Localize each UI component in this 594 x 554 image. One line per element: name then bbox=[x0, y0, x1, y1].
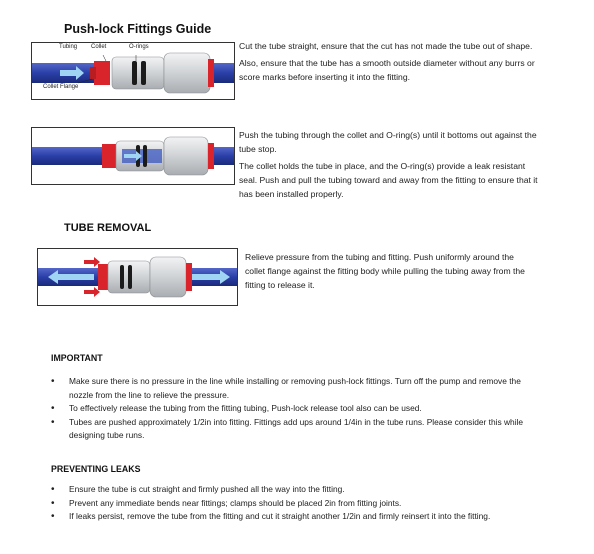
oring-shape bbox=[120, 265, 124, 289]
step2-paragraph-1: Push the tubing through the collet and O-ring(s) until it bottoms out against the tube stop. bbox=[239, 130, 537, 154]
step1-paragraph-1: Cut the tube straight, ensure that the cut has not made the tube out of shape. bbox=[239, 41, 533, 51]
oring-shape bbox=[128, 265, 132, 289]
leaks-list bbox=[51, 483, 541, 524]
label-orings: O-rings bbox=[129, 44, 149, 50]
fitting-body bbox=[164, 137, 208, 175]
push-arrow bbox=[84, 287, 100, 297]
label-tubing: Tubing bbox=[59, 44, 78, 50]
push-arrow bbox=[84, 257, 100, 267]
important-list bbox=[51, 375, 541, 443]
collet-shape bbox=[98, 264, 108, 290]
collet-shape bbox=[102, 144, 116, 168]
list-item: • To effectively release the tubing from the fitting tubing, Push-lock release tool also can be used. bbox=[51, 402, 541, 416]
removal-text-block bbox=[245, 250, 535, 292]
list-item: • Tubes are pushed approximately 1/2in into fitting. Fittings add ups around 1/4in in the tube runs. Please consider this while designing tube runs. bbox=[51, 416, 541, 443]
page-title: Push-lock Fittings Guide bbox=[64, 22, 212, 36]
fitting-body bbox=[150, 257, 186, 297]
oring-shape bbox=[132, 61, 137, 85]
collet-ring bbox=[208, 59, 214, 87]
fitting-body bbox=[164, 53, 210, 93]
installed-diagram bbox=[31, 127, 235, 185]
label-collet: Collet bbox=[91, 44, 107, 50]
list-item: • Prevent any immediate bends near fittings; clamps should be placed 2in from fitting joints. bbox=[51, 497, 541, 511]
list-item: • If leaks persist, remove the tube from the fitting and cut it straight another 1/2in and firmly reinsert it into the fitting. bbox=[51, 510, 541, 524]
collet-ring bbox=[208, 143, 214, 169]
insertion-diagram bbox=[31, 42, 235, 100]
fitting-body bbox=[112, 57, 164, 89]
list-item: • Make sure there is no pressure in the line while installing or removing push-lock fittings. Turn off the pump and remove the nozzle from the line to relieve the pressure. bbox=[51, 375, 541, 402]
collet-shape bbox=[94, 61, 110, 85]
collet-ring bbox=[186, 263, 192, 291]
removal-diagram bbox=[37, 248, 238, 306]
step2-paragraph-2: The collet holds the tube in place, and the O-ring(s) provide a leak resistant seal. Push and pull the tubing toward and away from the fitting to ensure that it has been installed properly. bbox=[239, 161, 538, 199]
step1-paragraph-2: Also, ensure that the tube has a smooth outside diameter without any burrs or score marks before inserting it into the fitting. bbox=[239, 58, 535, 82]
important-heading: IMPORTANT bbox=[51, 353, 103, 363]
list-item: • Ensure the tube is cut straight and firmly pushed all the way into the fitting. bbox=[51, 483, 541, 497]
leaks-heading: PREVENTING LEAKS bbox=[51, 464, 141, 474]
oring-shape bbox=[143, 145, 147, 167]
removal-paragraph: Relieve pressure from the tubing and fitting. Push uniformly around the collet flange against the fitting body while pulling the tubing away from the fitting to release it. bbox=[245, 252, 525, 290]
step2-text bbox=[239, 128, 539, 201]
step1-text bbox=[239, 39, 539, 84]
label-collet-flange: Collet Flange bbox=[43, 84, 79, 90]
oring-shape bbox=[141, 61, 146, 85]
removal-title: TUBE REMOVAL bbox=[64, 222, 152, 234]
collet-shape bbox=[90, 67, 96, 79]
